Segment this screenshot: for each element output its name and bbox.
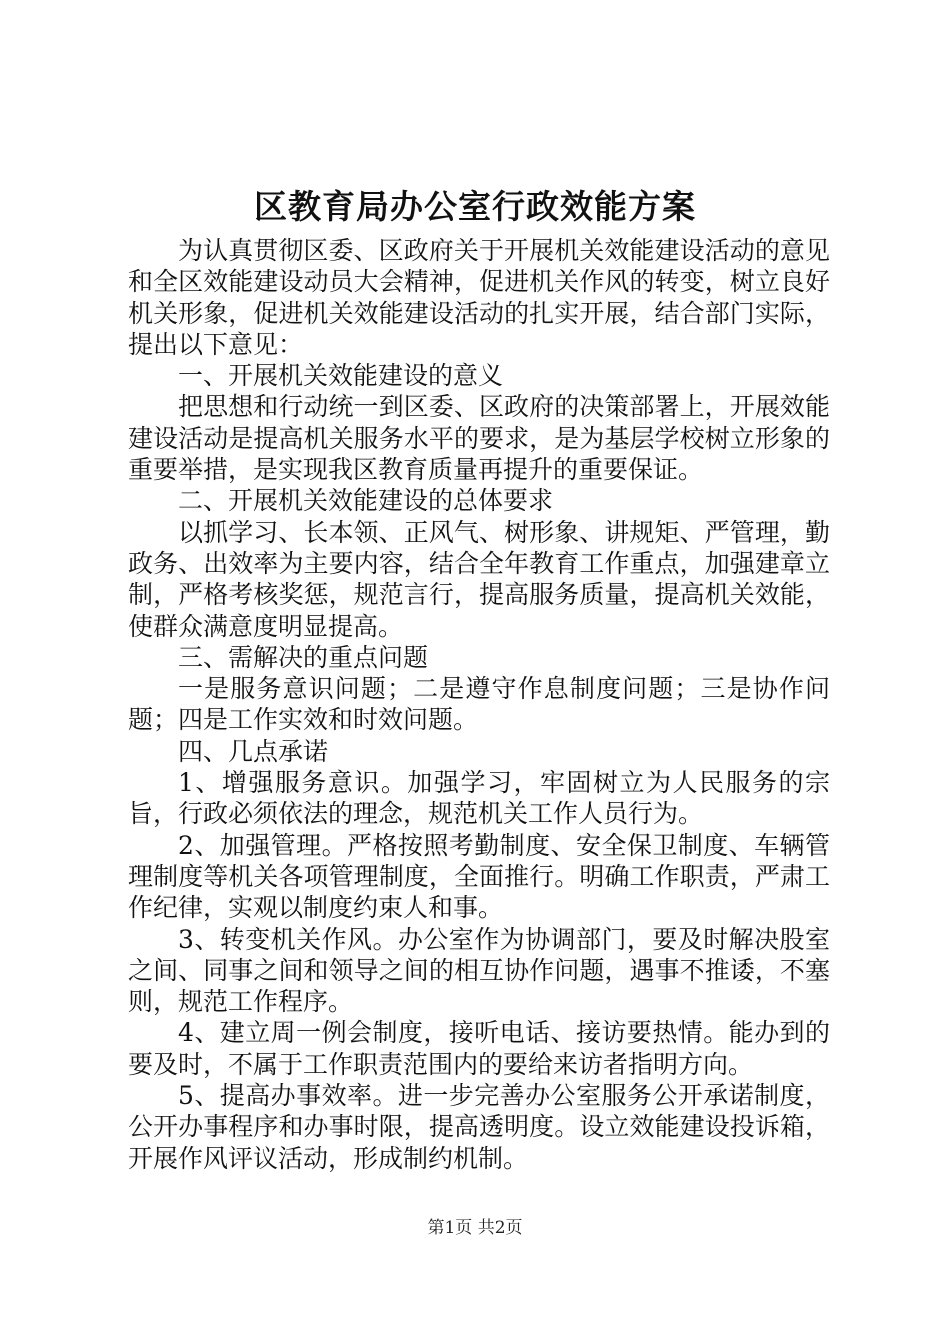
commitment-item-4: 4、建立周一例会制度，接听电话、接访要热情。能办到的要及时，不属于工作职责范围内的要给来访者指明方向。: [128, 1018, 830, 1079]
commitment-item-5: 5、提高办事效率。进一步完善办公室服务公开承诺制度，公开办事程序和办事时限，提高透明度。设立效能建设投诉箱，开展作风评议活动，形成制约机制。: [128, 1081, 830, 1173]
page-number-footer: 第1页 共2页: [427, 1218, 523, 1238]
section-heading-3: 三、需解决的重点问题: [178, 642, 429, 672]
commitment-item-2: 2、加强管理。严格按照考勤制度、安全保卫制度、车辆管理制度等机关各项管理制度，全面推行。明确工作职责，严肃工作纪律，实观以制度约束人和事。: [128, 830, 830, 923]
section-heading-4: 四、几点承诺: [178, 736, 329, 766]
document-title: 区教育局办公室行政效能方案: [254, 187, 696, 226]
section-heading-2: 二、开展机关效能建设的总体要求: [178, 486, 554, 516]
paragraph-key-issues: 一是服务意识问题；二是遵守作息制度问题；三是协作问题；四是工作实效和时效问题。: [128, 674, 830, 735]
document-body: [128, 235, 830, 1174]
section-heading-1: 一、开展机关效能建设的意义: [178, 361, 504, 391]
commitment-item-3: 3、转变机关作风。办公室作为协调部门，要及时解决股室之间、同事之间和领导之间的相互协作问题，遇事不推诿，不塞则，规范工作程序。: [128, 924, 830, 1017]
paragraph-intro: 为认真贯彻区委、区政府关于开展机关效能建设活动的意见和全区效能建设动员大会精神，促进机关作风的转变，树立良好机关形象，促进机关效能建设活动的扎实开展，结合部门实际，提出以下意见：: [128, 236, 830, 359]
paragraph-requirements: 以抓学习、长本领、正风气、树形象、讲规矩、严管理，勤政务、出效率为主要内容，结合全年教育工作重点，加强建章立制，严格考核奖惩，规范言行，提高服务质量，提高机关效能，使群众满意度明显提高。: [128, 517, 830, 641]
paragraph-significance: 把思想和行动统一到区委、区政府的决策部署上，开展效能建设活动是提高机关服务水平的要求，是为基层学校树立形象的重要举措，是实现我区教育质量再提升的重要保证。: [128, 392, 830, 485]
commitment-item-1: 1、增强服务意识。加强学习，牢固树立为人民服务的宗旨，行政必须依法的理念，规范机关工作人员行为。: [128, 768, 830, 829]
